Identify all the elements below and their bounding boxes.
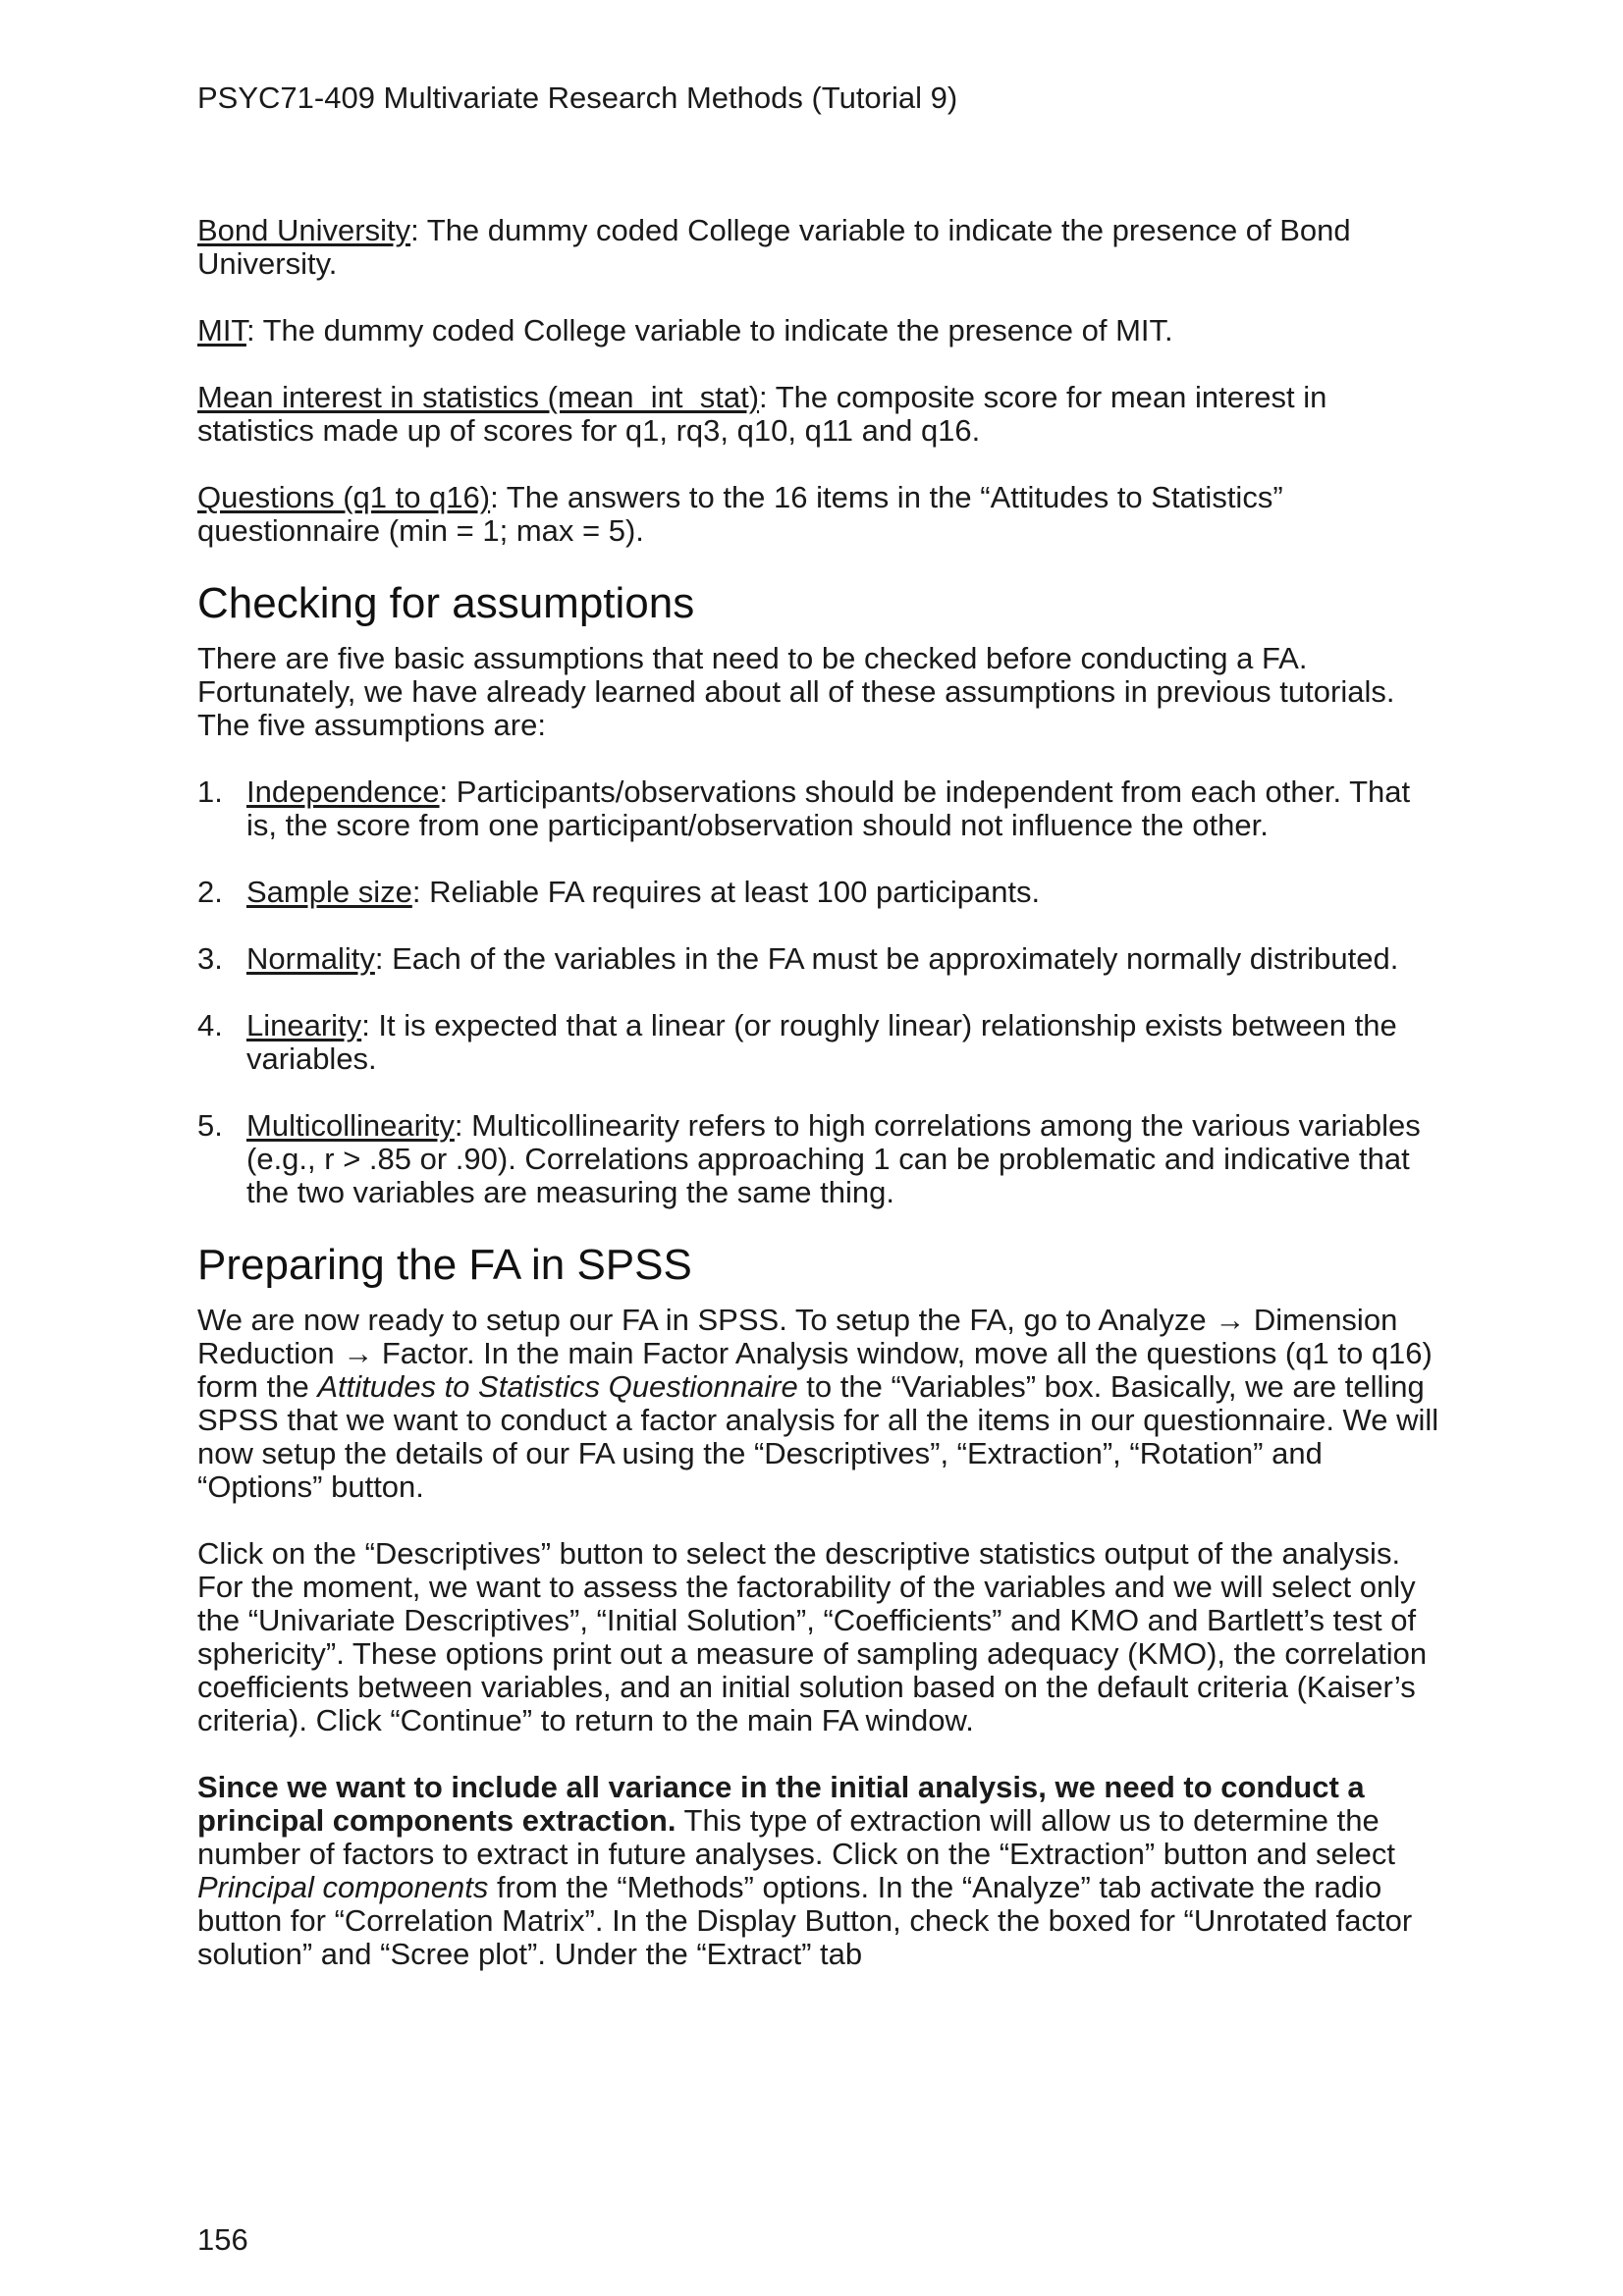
list-item — [197, 876, 1444, 909]
paragraph-setup — [197, 1304, 1444, 1504]
definition-mit — [197, 314, 1444, 347]
list-text: : Each of the variables in the FA must be approximately normally distributed. — [374, 941, 1399, 976]
list-number: 3. — [197, 941, 223, 976]
running-header: PSYC71-409 Multivariate Research Methods (Tutorial 9) — [197, 80, 958, 115]
definition-questions — [197, 481, 1444, 548]
definition-bond-university — [197, 214, 1444, 281]
list-term: Multicollinearity — [246, 1108, 455, 1143]
definition-term: MIT — [197, 313, 246, 347]
list-item — [197, 775, 1444, 842]
list-text: : Multicollinearity refers to high correlations among the various variables (e.g., r > .85 or .90). Correlations approaching 1 can be problematic and indicative that the two variables are measuring the same thing. — [246, 1108, 1421, 1209]
definition-term: Bond University — [197, 213, 411, 247]
list-text: : Reliable FA requires at least 100 participants. — [411, 875, 1041, 909]
page-number: 156 — [197, 2222, 248, 2257]
page-content — [197, 214, 1444, 2004]
definition-term: Questions (q1 to q16) — [197, 480, 491, 514]
assumptions-intro: There are five basic assumptions that need to be checked before conducting a FA. Fortunately, we have already learned about all of these assumptions in previous tutorials. The five assumptions are: — [197, 641, 1395, 742]
paragraph-descriptives: Click on the “Descriptives” button to select the descriptive statistics output of the analysis. For the moment, we want to assess the factorability of the variables and we will select only the “Univariate Descriptives”, “Initial Solution”, “Coefficients” and KMO and Bartlett’s test of sphericity”. These options print out a measure of sampling adequacy (KMO), the correlation coefficients between variables, and an initial solution based on the default criteria (Kaiser’s criteria). Click “Continue” to return to the main FA window. — [197, 1536, 1428, 1737]
section-heading-preparing: Preparing the FA in SPSS — [197, 1241, 692, 1289]
list-item — [197, 942, 1444, 976]
paragraph-text: This type of extraction will allow us to determine the number of factors to extract in future analyses. Click on the “Extraction” button and select — [197, 1803, 1395, 1871]
paragraph-bold: Since we want to include all variance in the initial analysis, we need to conduct a principal components extraction. — [197, 1770, 1365, 1838]
definition-text: : The answers to the 16 items in the “Attitudes to Statistics” questionnaire (min = 1; max = 5). — [197, 480, 1283, 548]
section-heading-assumptions: Checking for assumptions — [197, 579, 695, 627]
definition-mean-interest — [197, 381, 1444, 448]
list-term: Independence — [246, 774, 440, 809]
list-term: Normality — [246, 941, 375, 976]
paragraph-text: to the “Variables” box. Basically, we are telling SPSS that we want to conduct a factor analysis for all the items in our questionnaire. We will now setup the details of our FA using the “Descriptives”, “Extraction”, “Rotation” and “Options” button. — [197, 1369, 1439, 1504]
definition-text: : The composite score for mean interest in statistics made up of scores for q1, rq3, q10, q11 and q16. — [197, 380, 1327, 448]
list-text: : It is expected that a linear (or roughly linear) relationship exists between the variables. — [246, 1008, 1397, 1076]
list-number: 5. — [197, 1108, 223, 1143]
list-item — [197, 1009, 1444, 1076]
list-term: Linearity — [246, 1008, 362, 1042]
definition-text: : The dummy coded College variable to indicate the presence of MIT. — [245, 313, 1173, 347]
list-number: 4. — [197, 1008, 223, 1042]
assumptions-list — [197, 775, 1444, 1209]
paragraph-text: We are now ready to setup our FA in SPSS. To setup the FA, go to Analyze → Dimension Reduction → Factor. In the main Factor Analysis window, move all the questions (q1 to q16) form the — [197, 1303, 1433, 1404]
paragraph-italic: Attitudes to Statistics Questionnaire — [317, 1369, 798, 1404]
definition-text: : The dummy coded College variable to indicate the presence of Bond University. — [197, 213, 1351, 281]
list-item — [197, 1109, 1444, 1209]
definition-term: Mean interest in statistics (mean_int_stat) — [197, 380, 760, 414]
list-number: 2. — [197, 875, 223, 909]
list-number: 1. — [197, 774, 223, 809]
paragraph-italic: Principal components — [197, 1870, 489, 1904]
paragraph-extraction — [197, 1771, 1444, 1971]
list-term: Sample size — [246, 875, 412, 909]
list-text: : Participants/observations should be independent from each other. That is, the score from one participant/observation should not influence the other. — [246, 774, 1411, 842]
paragraph-text: from the “Methods” options. In the “Analyze” tab activate the radio button for “Correlation Matrix”. In the Display Button, check the boxed for “Unrotated factor solution” and “Scree plot”. Under the “Extract” tab — [197, 1870, 1413, 1971]
